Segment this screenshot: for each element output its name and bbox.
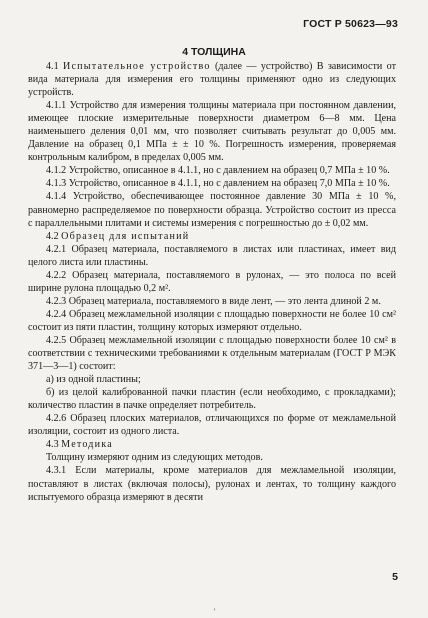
subsection-4-3: 4.3 Методика [46, 439, 113, 451]
paragraph-4-1-1: 4.1.1 Устройство для измерения толщины материала при постоянном давлении, имеющее плоские измерительные поверхности диаметром 6—8 мм. Цена наименьшего деления 0,01 мм, что позволяет считывать результат до 0,005 мм. Давление на образец 0,1 МПа ± ± 10 %. Погрешность измерения, проверяемая контрольным калибром, в пределах 0,005 мм. [28, 100, 396, 164]
footer-mark: ' [214, 607, 216, 616]
paragraph-4-1-2: 4.1.2 Устройство, описанное в 4.1.1, но с давлением на образец 0,7 МПа ± 10 %. [46, 165, 390, 177]
paragraph-4-3-1: 4.3.1 Если материалы, кроме материалов для межламельной изоляции, поставляют в листах (включая полосы), рулонах и лентах, то толщину каждого испытуемого образца измеряют в десяти [28, 465, 396, 503]
list-item-a: а) из одной пластины; [46, 374, 141, 386]
paragraph-4-1-3: 4.1.3 Устройство, описанное в 4.1.1, но с давлением на образец 7,0 МПа ± 10 %. [46, 178, 390, 190]
section-title: 4 ТОЛЩИНА [182, 46, 246, 58]
subsection-4-2: 4.2 Образец для испытаний [46, 230, 190, 242]
paragraph-4-1: 4.1 Испытательное устройство (далее — устройство) В зависимости от вида материала для измерения его толщины применяют одно из следующих устройств. [28, 61, 396, 99]
paragraph-4-2-4: 4.2.4 Образец межламельной изоляции с площадью поверхности не более 10 см² состоит из пяти пластин, толщину которых измеряют отдельно. [28, 308, 396, 333]
list-item-b: б) из целой калиброванной пачки пластин (если необходимо, с прокладками); количество пластин в пачке определяет потребитель. [28, 387, 396, 412]
document-body [28, 60, 396, 504]
paragraph-4-2-2: 4.2.2 Образец материала, поставляемого в рулонах, — это полоса по всей ширине рулона площадью 0,2 м². [28, 269, 396, 294]
paragraph-4-2-5: 4.2.5 Образец межламельной изоляции с площадью поверхности более 10 см² в соответствии с техническими требованиями к отдельным материалам (ГОСТ Р МЭК 371—3—1) состоит: [28, 334, 396, 373]
paragraph-4-2-3: 4.2.3 Образец материала, поставляемого в виде лент, — это лента длиной 2 м. [46, 295, 381, 307]
paragraph-4-2-6: 4.2.6 Образец плоских материалов, отличающихся по форме от межламельной изоляции, состоит из одного листа. [28, 413, 396, 438]
page-number: 5 [392, 571, 398, 583]
paragraph-4-2-1: 4.2.1 Образец материала, поставляемого в листах или пластинах, имеет вид целого листа или пластины. [28, 243, 396, 268]
document-header: ГОСТ Р 50623—93 [303, 18, 398, 30]
paragraph-4-1-4: 4.1.4 Устройство, обеспечивающее постоянное давление 30 МПа ± 10 %, равномерно распределяемое по поверхности образца. Устройство состоит из пресса с параллельными плитами и системы измерения с погрешностью до ± 0,02 мм. [28, 191, 396, 229]
paragraph-methods-intro: Толщину измеряют одним из следующих методов. [46, 452, 263, 464]
